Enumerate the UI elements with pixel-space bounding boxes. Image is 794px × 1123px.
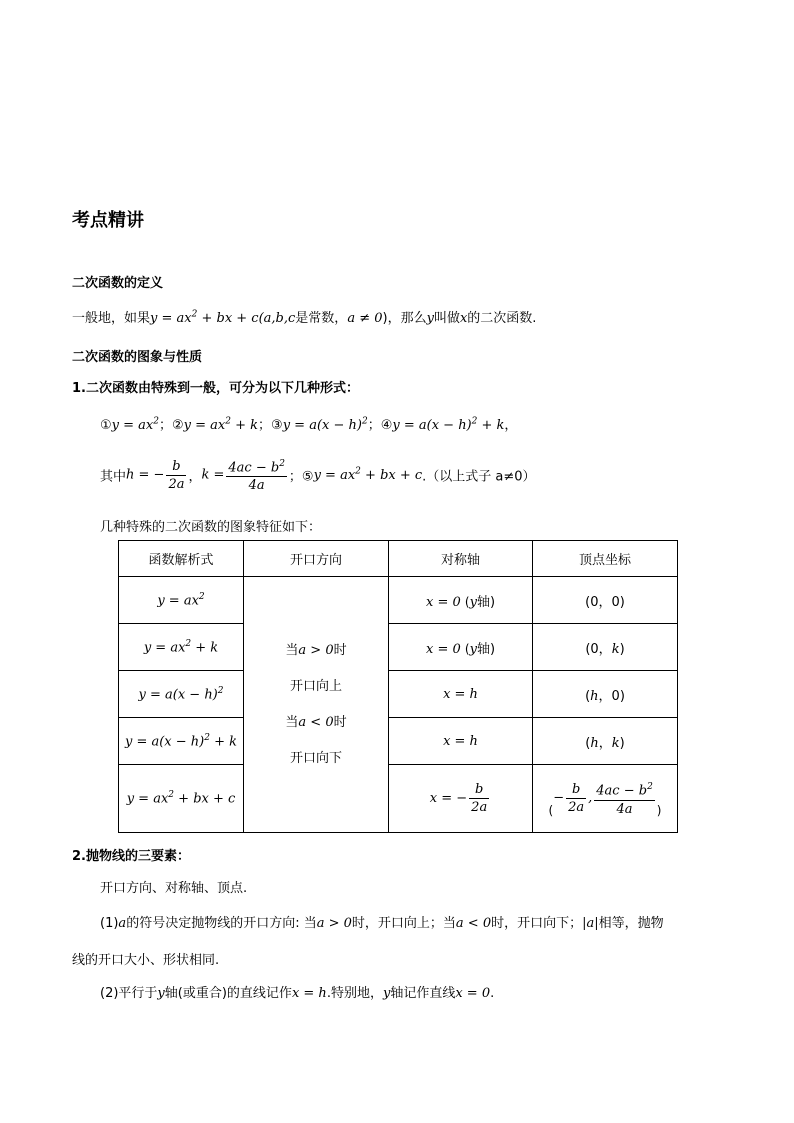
def-formula: $y = ax^2$ + bx + c(a,b,c <box>150 309 296 326</box>
header-vertex: 顶点坐标 <box>533 541 678 577</box>
table-row <box>119 671 678 718</box>
row5-vertex: (− $\frac{b}{2a}$ , $\frac{4ac - b^2}{4a}$ ) <box>533 765 678 833</box>
form-2: $y = ax^2 + k$ <box>183 416 259 433</box>
opening-down: 开口向下 <box>289 750 342 766</box>
h-fraction: $\frac{b}{2a}$ <box>168 458 185 492</box>
features-intro: 几种特殊的二次函数的图象特征如下： <box>100 520 322 535</box>
def-text-5: 的二次函数. <box>467 311 537 326</box>
row3-vertex: (h，0) <box>533 671 678 718</box>
row1-axis: x = 0 (y轴) <box>389 577 533 624</box>
opening-up: 开口向上 <box>289 678 342 694</box>
k-fraction: $\frac{4ac - b^2}{4a}$ <box>226 456 287 494</box>
form-5: $y = ax^2$ + bx + c <box>313 467 423 484</box>
point-1-line-2: 线的开口大小、形状相同. <box>72 953 220 968</box>
opening-cell <box>244 577 389 833</box>
opening-case-positive: 当a > 0时 <box>285 642 347 658</box>
row4-vertex: (h，k) <box>533 718 678 765</box>
table-row <box>119 765 678 833</box>
section-title-graph: 二次函数的图象与性质 <box>72 350 203 365</box>
row5-function: $y = ax^2$ + bx + c <box>119 765 244 833</box>
row4-function: $y = a(x - h)^2 + k$ <box>119 718 244 765</box>
row2-vertex: (0，k) <box>533 624 678 671</box>
table-header-row <box>119 541 678 577</box>
definition-paragraph <box>72 307 536 326</box>
table-row <box>119 718 678 765</box>
row5-axis: x = − $\frac{b}{2a}$ <box>389 765 533 833</box>
def-condition: a ≠ 0 <box>347 311 383 326</box>
def-text-1: 一般地，如果 <box>72 311 151 326</box>
where-line: 其中h = − $\frac{b}{2a}$ ，k = $\frac{4ac - b^2}{4a}$ ；⑤y = $ax^2$ + bx + c.（以上式子 a≠0） <box>100 456 536 494</box>
section-title-definition: 二次函数的定义 <box>72 276 164 291</box>
feature-table <box>118 540 678 833</box>
header-opening: 开口方向 <box>244 541 389 577</box>
header-function: 函数解析式 <box>119 541 244 577</box>
form-3: $y = a(x - h)^2$ <box>282 416 368 433</box>
row3-axis: x = h <box>389 671 533 718</box>
k-definition: k = <box>201 467 225 483</box>
row2-function: $y = ax^2 + k$ <box>119 624 244 671</box>
def-text-4: 叫做 <box>433 311 460 326</box>
header-axis: 对称轴 <box>389 541 533 577</box>
page-heading: 考点精讲 <box>72 210 144 231</box>
opening-case-negative: 当a < 0时 <box>285 714 347 730</box>
def-var-x: x <box>459 311 468 326</box>
form-4: $y = a(x - h)^2 + k$ <box>392 416 505 433</box>
three-elements: 开口方向、对称轴、顶点. <box>100 881 248 896</box>
table-row <box>119 577 678 624</box>
item-1-title: 1.二次函数由特殊到一般，可分为以下几种形式： <box>72 381 359 396</box>
row2-axis: x = 0 (y轴) <box>389 624 533 671</box>
row1-function: $y = ax^2$ <box>119 577 244 624</box>
item-2-title: 2.抛物线的三要素： <box>72 849 190 864</box>
point-1-line-1: (1)a的符号决定抛物线的开口方向: 当a > 0时，开口向上；当a < 0时，开口向下；|a|相等，抛物 <box>100 916 664 931</box>
table-row <box>119 624 678 671</box>
point-2-line: (2)平行于y轴(或重合)的直线记作x = h.特别地，y轴记作直线x = 0. <box>100 986 495 1001</box>
row3-function: $y = a(x - h)^2$ <box>119 671 244 718</box>
row1-vertex: (0，0) <box>533 577 678 624</box>
h-definition: h = − <box>126 467 165 483</box>
forms-line: ①y = $ax^2$；②y = $ax^2 + k$；③y = $a(x - h)^2$；④y = $a(x - h)^2 + k$， <box>100 416 518 433</box>
def-text-2: 是常数， <box>295 311 348 326</box>
def-text-3: )，那么 <box>382 311 427 326</box>
form-1: $y = ax^2$ <box>111 416 159 433</box>
def-var-y: y <box>426 311 434 326</box>
row4-axis: x = h <box>389 718 533 765</box>
abs-a: |a| <box>582 916 599 931</box>
